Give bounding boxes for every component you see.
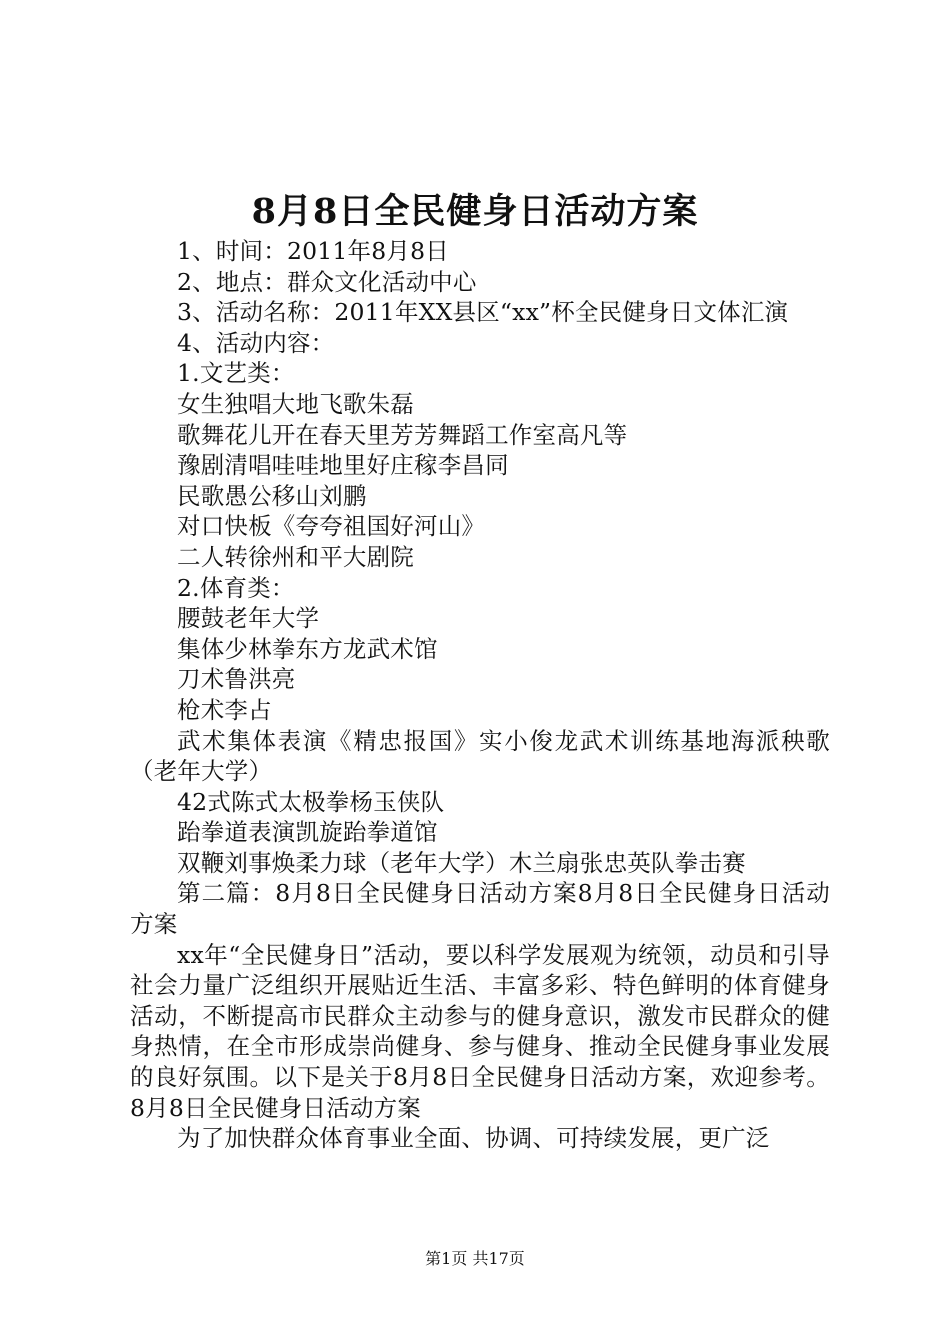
line-arts-heading: 1.文艺类： [177, 359, 295, 388]
list-item: 刀术鲁洪亮 [177, 665, 296, 694]
list-item: 歌舞花儿开在春天里芳芳舞蹈工作室高凡等 [177, 420, 628, 449]
list-item: 民歌愚公移山刘鹏 [177, 481, 367, 510]
list-item: 豫剧清唱哇哇地里好庄稼李昌同 [177, 451, 509, 480]
list-item: 跆拳道表演凯旋跆拳道馆 [177, 818, 438, 847]
list-item: 武术集体表演《精忠报国》实小俊龙武术训练基地海派秧歌（老年大学） [130, 726, 830, 786]
list-item: 对口快板《夸夸祖国好河山》 [177, 512, 486, 541]
line-location: 2、地点：群众文化活动中心 [177, 267, 477, 296]
line-sports-heading: 2.体育类： [177, 573, 295, 602]
list-item: 42式陈式太极拳杨玉侠队 [177, 787, 445, 816]
list-item: 腰鼓老年大学 [177, 604, 320, 633]
document-title: 8月8日全民健身日活动方案 [251, 191, 699, 232]
line-activity-content: 4、活动内容： [177, 328, 335, 357]
line-time: 1、时间：2011年8月8日 [177, 237, 449, 265]
list-item: 女生独唱大地飞歌朱磊 [177, 389, 414, 418]
list-item: 双鞭刘事焕柔力球（老年大学）木兰扇张忠英队拳击赛 [177, 848, 746, 877]
list-item: 集体少林拳东方龙武术馆 [177, 634, 438, 663]
list-item: 二人转徐州和平大剧院 [177, 542, 414, 571]
paragraph: 为了加快群众体育事业全面、协调、可持续发展，更广泛 [177, 1124, 770, 1153]
line-activity-name: 3、活动名称：2011年XX县区“xx”杯全民健身日文体汇演 [177, 298, 789, 327]
list-item: 枪术李占 [177, 695, 272, 724]
page-footer: 第1页 共17页 [425, 1249, 525, 1268]
paragraph: xx年“全民健身日”活动，要以科学发展观为统领，动员和引导社会力量广泛组织开展贴近生活、丰富多彩、特色鲜明的体育健身活动，不断提高市民群众主动参与的健身意识，激发市民群众的健身热情，在全市形成崇尚健身、参与健身、推动全民健身事业发展的良好氛围。以下是关于8月8日全民健身日活动方案，欢迎参考。8月8日全民健身日活动方案 [130, 940, 830, 1122]
section-heading: 第二篇：8月8日全民健身日活动方案8月8日全民健身日活动方案 [130, 879, 830, 939]
document-body [130, 236, 830, 1154]
